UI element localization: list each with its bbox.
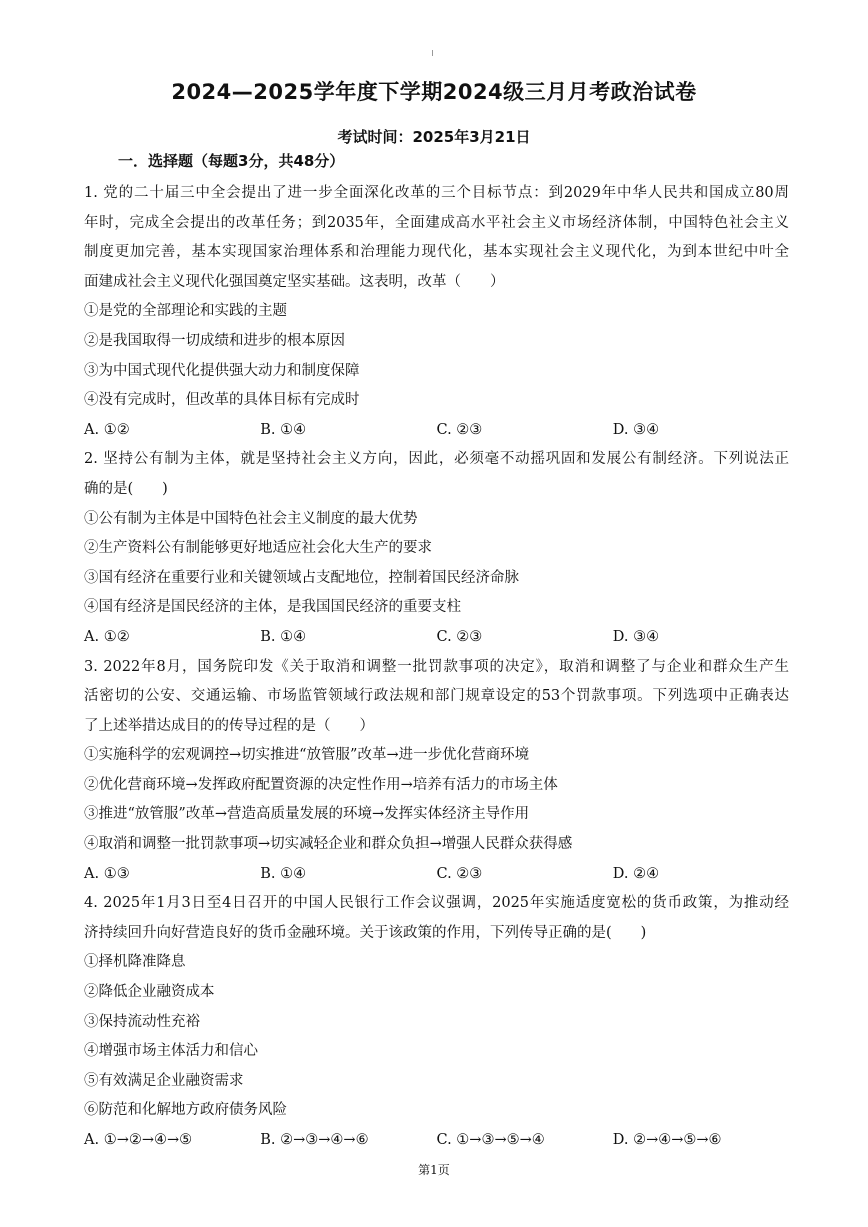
answer-option[interactable]: D. ②④ — [612, 865, 660, 882]
statement-item: ②是我国取得一切成绩和进步的根本原因 — [84, 332, 345, 349]
question-stem-line: 了上述举措达成目的的传导过程的是（ ） — [84, 717, 374, 734]
question-2 — [84, 445, 789, 652]
question-stem-line: 济持续回升向好营造良好的货币金融环境。关于该政策的作用，下列传导正确的是( ) — [84, 924, 647, 941]
question-stem-line: 制度更加完善，基本实现国家治理体系和治理能力现代化，基本实现社会主义现代化，为到本世纪中叶全 — [84, 244, 789, 261]
question-1 — [84, 179, 789, 445]
question-stem-line: 面建成社会主义现代化强国奠定坚实基础。这表明，改革（ ） — [84, 273, 505, 290]
answer-option[interactable]: A. ①② — [84, 628, 130, 645]
statement-item: ①择机降准降息 — [84, 954, 186, 971]
top-mark — [432, 50, 433, 56]
answer-option[interactable]: A. ①② — [84, 421, 130, 438]
statement-item: ①实施科学的宏观调控→切实推进“放管服”改革→进一步优化营商环境 — [84, 747, 530, 764]
statement-item: ④增强市场主体活力和信心 — [84, 1043, 258, 1060]
statement-item: ③保持流动性充裕 — [84, 1013, 200, 1030]
statement-item: ③国有经济在重要行业和关键领域占支配地位，控制着国民经济命脉 — [84, 569, 519, 586]
question-stem-line: 1. 党的二十届三中全会提出了进一步全面深化改革的三个目标节点：到2029年中华人民共和国成立80周 — [84, 185, 789, 201]
statement-item: ①是党的全部理论和实践的主题 — [84, 303, 287, 320]
question-stem-line: 2. 坚持公有制为主体，就是坚持社会主义方向，因此，必须毫不动摇巩固和发展公有制经济。下列说法正 — [84, 451, 789, 468]
answer-option[interactable]: D. ③④ — [612, 628, 660, 645]
answer-option[interactable]: B. ①④ — [260, 865, 307, 882]
section-heading: 一．选择题（每题3分，共48分） — [118, 152, 345, 170]
statement-item: ③为中国式现代化提供强大动力和制度保障 — [84, 362, 360, 379]
answer-option[interactable]: B. ②→③→④→⑥ — [260, 1132, 369, 1148]
answer-option[interactable]: C. ②③ — [436, 628, 483, 645]
statement-item: ②降低企业融资成本 — [84, 984, 215, 1001]
statement-item: ④没有完成时，但改革的具体目标有完成时 — [84, 392, 360, 409]
exam-title: 2024—2025学年度下学期2024级三月月考政治试卷 — [171, 80, 697, 104]
question-list — [84, 179, 789, 1156]
question-stem-line: 4. 2025年1月3日至4日召开的中国人民银行工作会议强调，2025年实施适度宽松的货币政策，为推动经 — [84, 895, 789, 912]
question-4 — [84, 889, 789, 1155]
answer-option[interactable]: C. ②③ — [436, 421, 483, 438]
exam-time: 考试时间：2025年3月21日 — [337, 128, 531, 146]
question-stem-line: 确的是( ) — [84, 480, 168, 497]
answer-options — [84, 1126, 789, 1156]
question-stem-line: 活密切的公安、交通运输、市场监管领域行政法规和部门规章设定的53个罚款事项。下列选项中正确表达 — [84, 688, 789, 705]
answer-option[interactable]: B. ①④ — [260, 628, 307, 645]
question-3 — [84, 653, 789, 890]
statement-item: ④国有经济是国民经济的主体，是我国国民经济的重要支柱 — [84, 599, 461, 616]
statement-item: ⑥防范和化解地方政府债务风险 — [84, 1102, 287, 1119]
question-stem-line: 年时，完成全会提出的改革任务；到2035年，全面建成高水平社会主义市场经济体制，中国特色社会主义 — [84, 214, 789, 231]
statement-item: ②生产资料公有制能够更好地适应社会化大生产的要求 — [84, 540, 432, 557]
answer-option[interactable]: C. ②③ — [436, 865, 483, 882]
answer-options — [84, 416, 789, 446]
answer-option[interactable]: A. ①→②→④→⑤ — [84, 1132, 193, 1148]
answer-option[interactable]: A. ①③ — [84, 865, 130, 882]
question-stem-line: 3. 2022年8月，国务院印发《关于取消和调整一批罚款事项的决定》，取消和调整了与企业和群众生产生 — [84, 658, 789, 675]
page-number: 第1页 — [418, 1163, 450, 1177]
statement-item: ④取消和调整一批罚款事项→切实减轻企业和群众负担→增强人民群众获得感 — [84, 836, 573, 853]
statement-item: ①公有制为主体是中国特色社会主义制度的最大优势 — [84, 510, 418, 527]
answer-options — [84, 623, 789, 653]
answer-option[interactable]: D. ③④ — [612, 421, 660, 438]
answer-option[interactable]: D. ②→④→⑤→⑥ — [612, 1132, 722, 1148]
statement-item: ⑤有效满足企业融资需求 — [84, 1072, 244, 1089]
answer-options — [84, 860, 789, 890]
answer-option[interactable]: C. ①→③→⑤→④ — [436, 1132, 545, 1148]
answer-option[interactable]: B. ①④ — [260, 421, 307, 438]
statement-item: ②优化营商环境→发挥政府配置资源的决定性作用→培养有活力的市场主体 — [84, 776, 558, 793]
statement-item: ③推进“放管服”改革→营造高质量发展的环境→发挥实体经济主导作用 — [84, 806, 530, 823]
